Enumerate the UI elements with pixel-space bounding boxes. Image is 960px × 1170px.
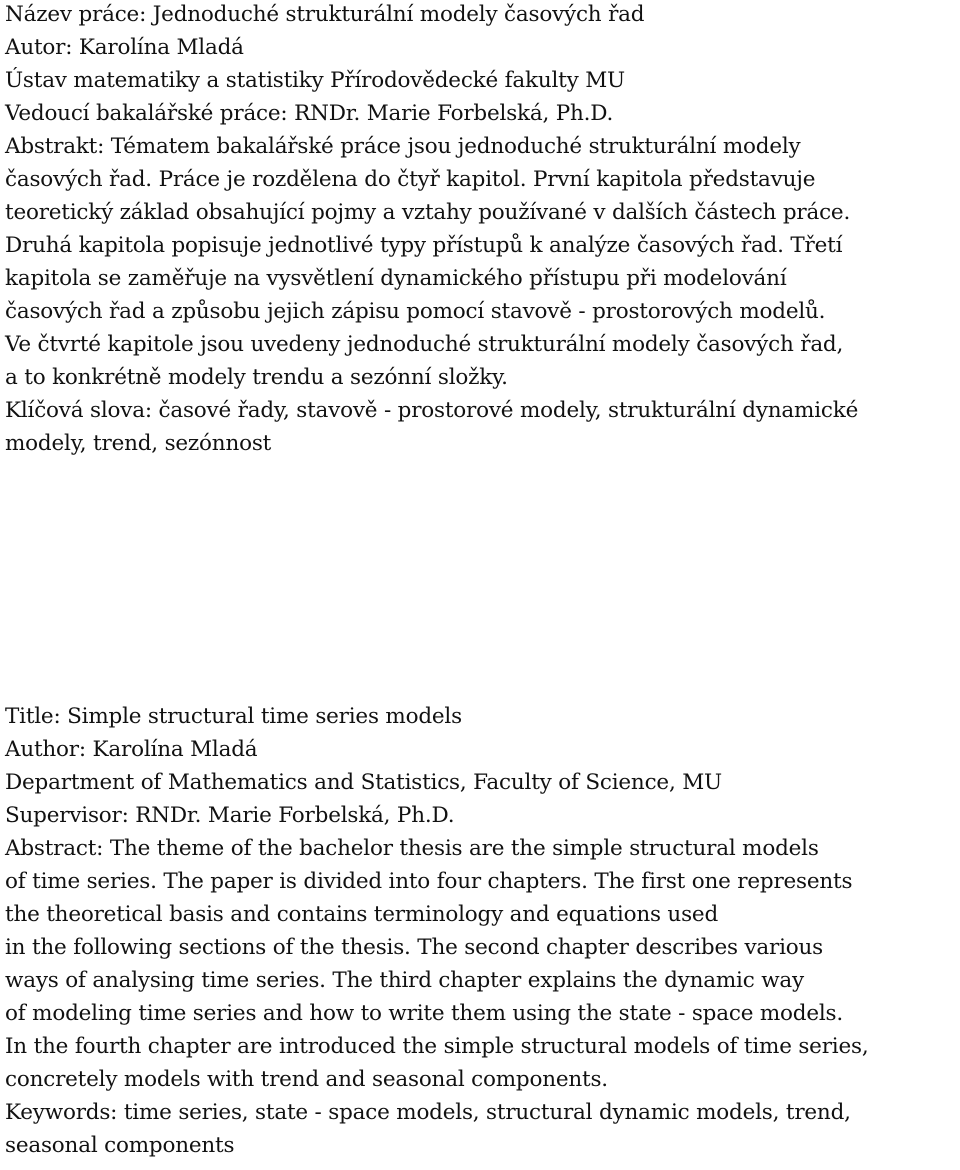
- abstract-line: Abstrakt: Tématem bakalářské práce jsou jednoduché strukturální modely: [5, 134, 801, 159]
- english-abstract-section: [5, 700, 868, 1162]
- department-line: Ústav matematiky a statistiky Přírodovědecké fakulty MU: [5, 68, 625, 93]
- abstract-line: In the fourth chapter are introduced the simple structural models of time series,: [5, 1034, 869, 1059]
- keywords-line: Keywords: time series, state - space models, structural dynamic models, trend,: [5, 1100, 851, 1125]
- abstract-line: Abstract: The theme of the bachelor thesis are the simple structural models: [5, 836, 819, 861]
- abstract-line: concretely models with trend and seasonal components.: [5, 1067, 608, 1092]
- abstract-line: kapitola se zaměřuje na vysvětlení dynamického přístupu při modelování: [5, 266, 787, 291]
- author-line: Author: Karolína Mladá: [5, 737, 258, 762]
- thesis-title-line: Title: Simple structural time series models: [5, 704, 462, 729]
- keywords-line: seasonal components: [5, 1133, 235, 1158]
- author-line: Autor: Karolína Mladá: [5, 35, 244, 60]
- abstract-line: a to konkrétně modely trendu a sezónní složky.: [5, 365, 508, 390]
- department-line: Department of Mathematics and Statistics, Faculty of Science, MU: [5, 770, 722, 795]
- thesis-title-line: Název práce: Jednoduché strukturální modely časových řad: [5, 2, 645, 27]
- abstract-line: in the following sections of the thesis. The second chapter describes various: [5, 935, 823, 960]
- czech-abstract-section: [5, 0, 858, 460]
- abstract-line: of modeling time series and how to write them using the state - space models.: [5, 1001, 844, 1026]
- abstract-line: Druhá kapitola popisuje jednotlivé typy přístupů k analýze časových řad. Třetí: [5, 233, 843, 258]
- abstract-line: časových řad a způsobu jejich zápisu pomocí stavově - prostorových modelů.: [5, 299, 826, 324]
- keywords-line: Klíčová slova: časové řady, stavově - prostorové modely, strukturální dynamické: [5, 398, 859, 423]
- abstract-line: Ve čtvrté kapitole jsou uvedeny jednoduché strukturální modely časových řad,: [5, 332, 844, 357]
- keywords-line: modely, trend, sezónnost: [5, 431, 272, 456]
- abstract-line: the theoretical basis and contains terminology and equations used: [5, 902, 719, 927]
- abstract-line: časových řad. Práce je rozdělena do čtyř kapitol. První kapitola představuje: [5, 167, 816, 192]
- abstract-line: of time series. The paper is divided into four chapters. The first one represents: [5, 869, 853, 894]
- abstract-line: ways of analysing time series. The third chapter explains the dynamic way: [5, 968, 804, 993]
- abstract-line: teoretický základ obsahující pojmy a vztahy používané v dalších částech práce.: [5, 200, 851, 225]
- supervisor-line: Supervisor: RNDr. Marie Forbelská, Ph.D.: [5, 803, 455, 828]
- supervisor-line: Vedoucí bakalářské práce: RNDr. Marie Forbelská, Ph.D.: [5, 101, 614, 126]
